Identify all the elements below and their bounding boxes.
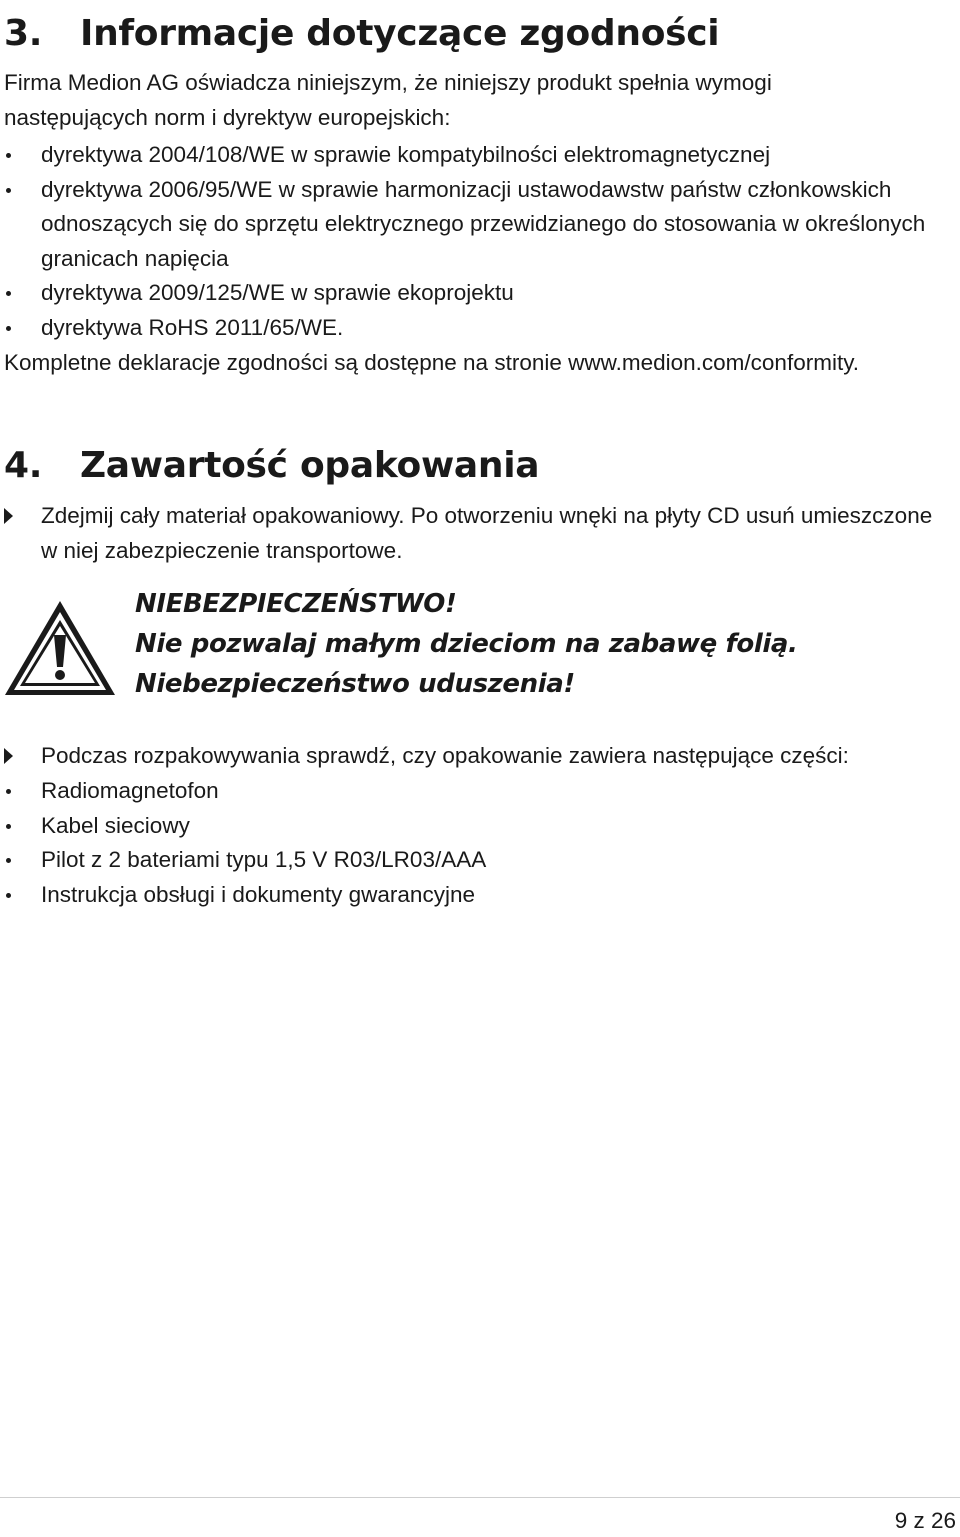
list-item	[0, 809, 940, 844]
list-item	[0, 878, 940, 913]
directive-text: dyrektywa 2009/125/WE w sprawie ekoprojektu	[41, 280, 514, 305]
instruction-check-contents	[0, 739, 950, 774]
conformity-note: Kompletne deklaracje zgodności są dostępne na stronie www.medion.com/conformity.	[4, 350, 860, 375]
list-item	[0, 843, 940, 878]
content-item-text: Kabel sieciowy	[41, 812, 190, 838]
list-item	[0, 138, 940, 173]
list-item	[0, 173, 940, 277]
warning-text: Nie pozwalaj małym dzieciom na zabawę folią. Niebezpieczeństwo uduszenia!	[135, 629, 798, 699]
warning-title: NIEBEZPIECZEŃSTWO!	[135, 589, 457, 619]
directive-text: dyrektywa 2006/95/WE w sprawie harmonizacji ustawodawstw państw członkowskich odnoszących się do sprzętu elektrycznego przewidzianego do stosowania w określonych granicach napięcia	[41, 176, 926, 271]
directive-text: dyrektywa 2004/108/WE w sprawie kompatybilności elektromagnetycznej	[41, 142, 771, 167]
section-3-heading	[4, 12, 719, 56]
section-3-title: Informacje dotyczące zgodności	[80, 13, 720, 54]
list-item	[0, 276, 940, 311]
content-item-text: Instrukcja obsługi i dokumenty gwarancyjne	[41, 881, 475, 907]
bullet-dot-icon	[6, 188, 11, 193]
section-3-number: 3.	[4, 13, 43, 54]
bullet-dot-icon	[6, 326, 11, 331]
list-item	[0, 774, 940, 809]
conformity-intro: Firma Medion AG oświadcza niniejszym, że niniejszy produkt spełnia wymogi następujących norm i dyrektyw europejskich:	[4, 70, 772, 130]
directive-text: dyrektywa RoHS 2011/65/WE.	[41, 314, 344, 340]
section-4-heading	[4, 444, 539, 488]
section-4-title: Zawartość opakowania	[80, 445, 540, 486]
bullet-dot-icon	[6, 824, 11, 829]
danger-warning	[135, 584, 935, 704]
bullet-dot-icon	[6, 153, 11, 158]
directives-list	[0, 138, 940, 345]
section-4-number: 4.	[4, 445, 43, 486]
page-number: 9 z 26	[894, 1508, 956, 1533]
content-item-text: Radiomagnetofon	[41, 778, 219, 803]
instruction-text: Podczas rozpakowywania sprawdź, czy opakowanie zawiera następujące części:	[41, 743, 849, 768]
arrow-right-icon	[4, 508, 13, 524]
footer-divider	[0, 1497, 960, 1498]
content-item-text: Pilot z 2 bateriami typu 1,5 V R03/LR03/AAA	[41, 847, 487, 872]
bullet-dot-icon	[6, 291, 11, 296]
instruction-remove-packaging	[0, 499, 935, 568]
bullet-dot-icon	[6, 893, 11, 898]
warning-triangle-icon	[2, 598, 118, 698]
bullet-dot-icon	[6, 858, 11, 863]
package-contents-list	[0, 774, 940, 912]
bullet-dot-icon	[6, 789, 11, 794]
list-item	[0, 311, 940, 346]
arrow-right-icon	[4, 748, 13, 764]
instruction-text: Zdejmij cały materiał opakowaniowy. Po otworzeniu wnęki na płyty CD usuń umieszczone w niej zabezpieczenie transportowe.	[41, 503, 933, 563]
